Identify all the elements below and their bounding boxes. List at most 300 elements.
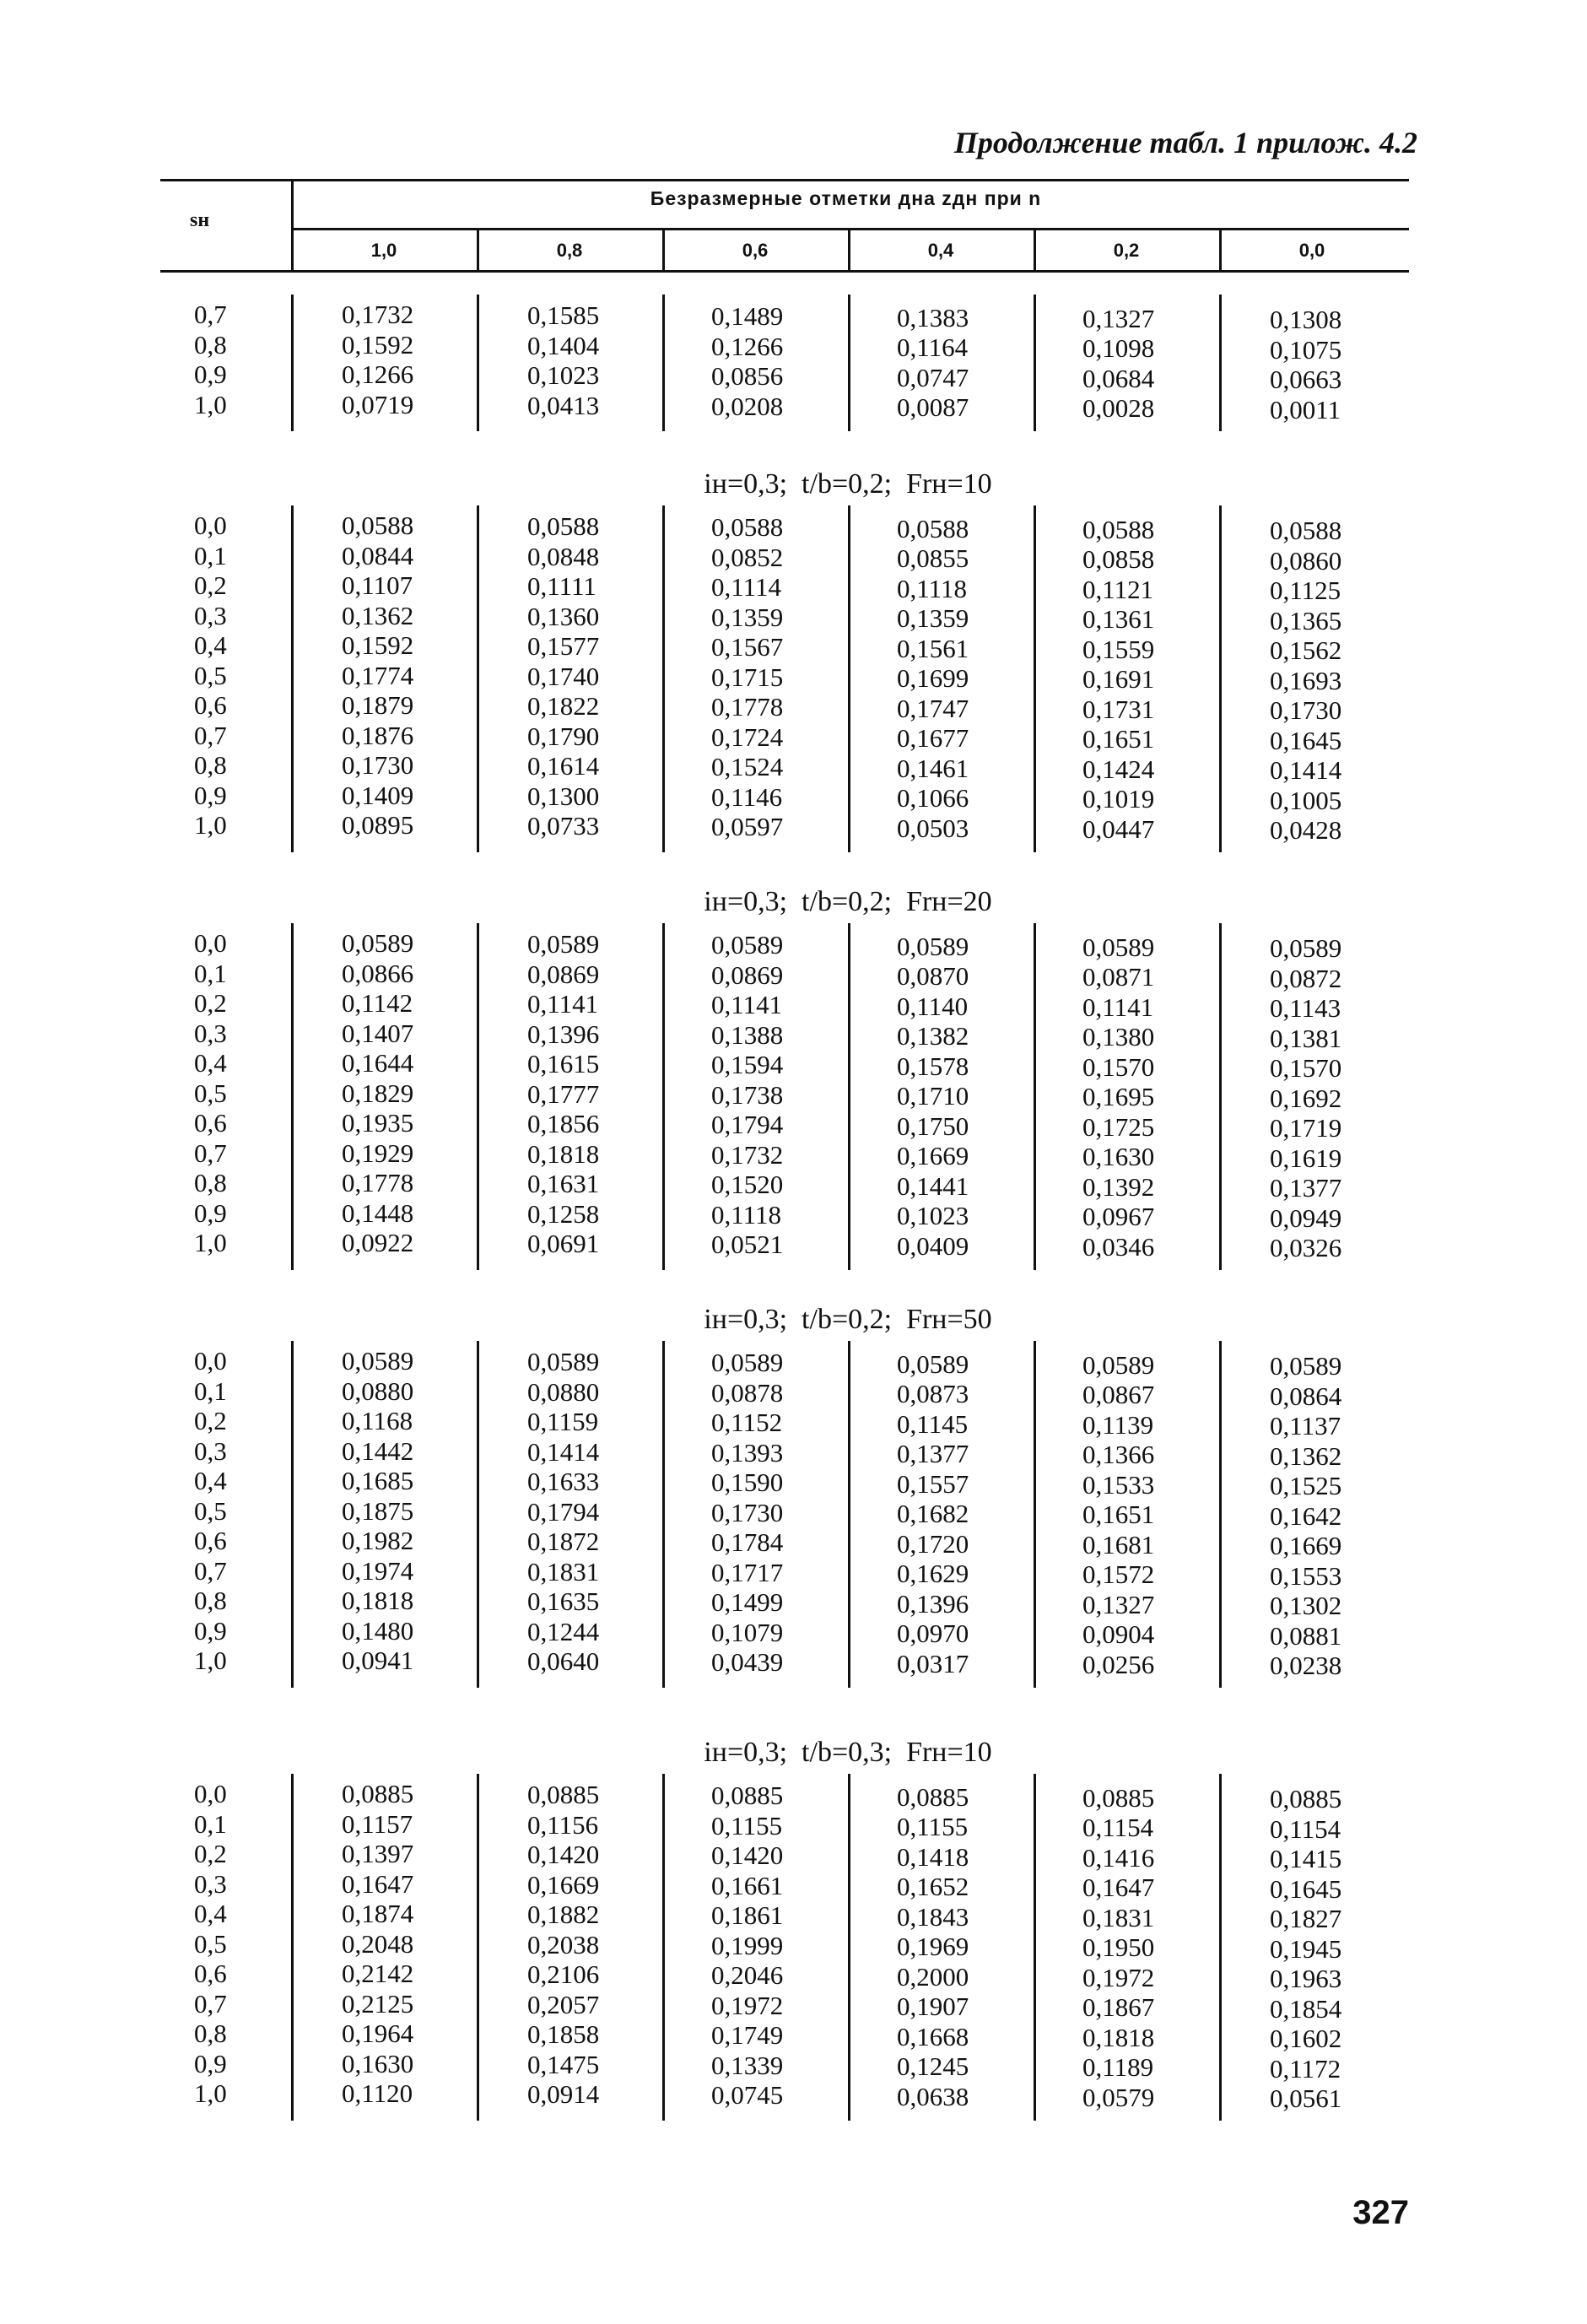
data-cell: 0,0439 <box>711 1647 784 1678</box>
data-cell: 0,1822 <box>527 691 600 722</box>
data-cell: 0,0885 <box>342 1779 414 1808</box>
data-column <box>527 511 704 841</box>
data-cell: 0,1414 <box>527 1436 600 1467</box>
s-value-cell: 0,9 <box>194 1197 227 1228</box>
data-cell: 0,0885 <box>897 1781 969 1812</box>
s-value-cell: 0,1 <box>194 1808 227 1839</box>
s-value-cell: 1,0 <box>194 2078 227 2108</box>
data-cell: 0,1121 <box>1082 574 1154 604</box>
data-column <box>1082 515 1260 845</box>
s-value-cell: 0,7 <box>194 1988 227 2019</box>
data-cell: 0,1154 <box>1270 1813 1341 1844</box>
table-group-header: Безразмерные отметки дна zдн при n <box>650 187 1042 209</box>
data-cell: 0,1692 <box>1270 1083 1342 1113</box>
data-cell: 0,1120 <box>342 2078 413 2108</box>
data-cell: 0,1585 <box>527 300 600 331</box>
data-cell: 0,1359 <box>711 602 784 632</box>
data-column <box>1270 305 1447 424</box>
data-cell: 0,1879 <box>342 690 414 720</box>
data-column <box>342 300 519 419</box>
data-cell: 0,0922 <box>342 1228 414 1257</box>
data-cell: 0,1407 <box>342 1018 414 1048</box>
data-cell: 0,1023 <box>897 1201 969 1231</box>
data-column <box>342 1779 519 2109</box>
data-cell: 0,0855 <box>897 543 969 574</box>
data-cell: 0,1774 <box>342 660 414 690</box>
s-value-cell: 0,4 <box>194 1899 227 1928</box>
data-cell: 0,1141 <box>1082 992 1154 1022</box>
data-column <box>711 1348 888 1678</box>
data-cell: 0,1964 <box>342 2019 414 2048</box>
data-cell: 0,1732 <box>342 300 414 329</box>
data-cell: 0,1818 <box>1082 2022 1155 2052</box>
data-cell: 0,1499 <box>711 1587 784 1618</box>
data-cell: 0,1155 <box>711 1810 783 1840</box>
data-column <box>1270 516 1447 846</box>
data-cell: 0,1982 <box>342 1526 414 1555</box>
data-column <box>897 303 1074 423</box>
data-cell: 0,1388 <box>711 1019 784 1050</box>
data-cell: 0,0589 <box>711 1348 784 1378</box>
data-cell: 0,0745 <box>711 2080 784 2111</box>
data-cell: 0,1396 <box>897 1588 969 1619</box>
data-cell: 0,0588 <box>1270 516 1342 545</box>
data-cell: 0,1380 <box>1082 1022 1155 1052</box>
data-cell: 0,1738 <box>711 1079 784 1110</box>
s-value-cell: 1,0 <box>194 1646 227 1675</box>
data-cell: 0,1730 <box>711 1497 784 1527</box>
data-cell: 0,1647 <box>342 1868 414 1899</box>
data-cell: 0,0691 <box>527 1229 600 1259</box>
s-value-cell: 0,3 <box>194 1868 227 1899</box>
section-parameters-title: iн=0,3; t/b=0,2; Frн=20 <box>704 886 992 917</box>
data-cell: 0,1645 <box>1270 725 1342 755</box>
data-cell: 0,1652 <box>897 1872 969 1902</box>
col-header-n-1-0: 1,0 <box>370 240 397 261</box>
s-value-cell: 0,4 <box>194 1466 227 1495</box>
data-cell: 0,1590 <box>711 1467 784 1498</box>
data-cell: 0,0852 <box>711 542 784 572</box>
data-cell: 0,0579 <box>1082 2082 1155 2112</box>
data-cell: 0,1577 <box>527 631 600 662</box>
data-cell: 0,0588 <box>711 512 784 543</box>
data-cell: 0,1533 <box>1082 1469 1155 1500</box>
data-cell: 0,0885 <box>711 1781 784 1811</box>
data-cell: 0,0869 <box>711 959 784 990</box>
section-parameters-title: iн=0,3; t/b=0,3; Frн=10 <box>704 1737 992 1768</box>
data-cell: 0,1155 <box>897 1812 969 1842</box>
data-cell: 0,0413 <box>527 390 600 420</box>
data-cell: 0,0914 <box>527 2079 600 2110</box>
data-cell: 0,0638 <box>897 2081 969 2111</box>
data-cell: 0,1682 <box>897 1499 969 1529</box>
data-cell: 0,1669 <box>1270 1531 1342 1560</box>
data-cell: 0,1396 <box>527 1019 600 1049</box>
data-cell: 0,1677 <box>897 723 969 754</box>
data-column <box>1270 1351 1447 1681</box>
data-column <box>1082 1350 1260 1680</box>
data-cell: 0,1874 <box>342 1899 414 1928</box>
data-column <box>527 1780 704 2110</box>
data-cell: 0,1308 <box>1270 305 1342 334</box>
table-top-rule <box>160 179 1409 181</box>
data-cell: 0,1861 <box>711 1900 784 1931</box>
s-values-column <box>194 928 245 1258</box>
section-column-rule <box>291 505 294 852</box>
s-value-cell: 0,6 <box>194 690 227 720</box>
data-cell: 0,1302 <box>1270 1591 1342 1620</box>
data-cell: 0,1156 <box>527 1809 599 1840</box>
data-cell: 0,1441 <box>897 1170 969 1201</box>
data-cell: 0,1244 <box>527 1616 600 1646</box>
data-cell: 0,1661 <box>711 1870 784 1900</box>
data-cell: 0,1397 <box>342 1839 414 1868</box>
data-cell: 0,1266 <box>342 359 414 389</box>
data-cell: 0,1669 <box>527 1869 600 1900</box>
data-cell: 0,1633 <box>527 1467 600 1497</box>
col-header-n-0-8: 0,8 <box>556 240 583 261</box>
data-cell: 0,0428 <box>1270 815 1342 845</box>
data-cell: 0,0970 <box>897 1619 969 1649</box>
data-cell: 0,0011 <box>1270 394 1341 424</box>
data-cell: 0,1592 <box>342 630 414 660</box>
data-cell: 0,0881 <box>1270 1620 1342 1651</box>
data-cell: 0,1066 <box>897 783 969 813</box>
data-cell: 0,1854 <box>1270 1993 1342 2024</box>
data-cell: 0,0904 <box>1082 1619 1155 1650</box>
data-column <box>711 512 888 842</box>
data-cell: 0,1685 <box>342 1466 414 1495</box>
data-cell: 0,1168 <box>342 1406 413 1435</box>
s-value-cell: 0,8 <box>194 1586 227 1615</box>
header-bottom-rule <box>160 270 1409 273</box>
section-parameters-title: iн=0,3; t/b=0,2; Frн=50 <box>704 1304 992 1335</box>
data-cell: 0,1442 <box>342 1435 414 1466</box>
data-cell: 0,0447 <box>1082 813 1155 844</box>
table-section <box>0 1304 1587 1689</box>
data-cell: 0,0087 <box>897 392 969 423</box>
data-cell: 0,1266 <box>711 331 784 361</box>
data-cell: 0,1731 <box>1082 694 1155 724</box>
data-cell: 0,1602 <box>1270 2024 1342 2053</box>
data-cell: 0,1592 <box>342 329 414 359</box>
data-cell: 0,1189 <box>1082 2052 1154 2083</box>
data-cell: 0,1098 <box>1082 333 1155 364</box>
data-cell: 0,1827 <box>1270 1904 1342 1933</box>
data-column <box>527 929 704 1259</box>
data-cell: 0,1141 <box>711 990 783 1020</box>
data-cell: 0,1843 <box>897 1901 969 1932</box>
data-cell: 0,1929 <box>342 1138 414 1168</box>
s-value-cell: 1,0 <box>194 810 227 840</box>
data-cell: 0,1146 <box>711 781 783 812</box>
data-cell: 0,0860 <box>1270 545 1342 576</box>
data-cell: 0,1023 <box>527 360 600 391</box>
data-cell: 0,0885 <box>1082 1782 1155 1813</box>
data-cell: 0,0589 <box>1270 1351 1342 1381</box>
data-cell: 0,1619 <box>1270 1143 1342 1173</box>
s-value-cell: 0,8 <box>194 2019 227 2048</box>
data-cell: 0,1681 <box>1082 1529 1155 1559</box>
data-cell: 0,1647 <box>1082 1873 1155 1903</box>
s-value-cell: 0,2 <box>194 1406 227 1435</box>
data-cell: 0,1145 <box>897 1408 969 1439</box>
data-column <box>1082 1783 1260 2113</box>
data-cell: 0,1258 <box>527 1198 600 1229</box>
data-cell: 0,0684 <box>1082 363 1155 393</box>
data-cell: 0,1475 <box>527 2049 600 2079</box>
data-cell: 0,0503 <box>897 813 969 843</box>
data-cell: 0,0871 <box>1082 962 1155 992</box>
data-cell: 0,0589 <box>1082 1349 1155 1380</box>
data-cell: 0,2046 <box>711 1960 784 1991</box>
data-cell: 0,1695 <box>1082 1082 1155 1112</box>
data-cell: 0,2142 <box>342 1959 414 1988</box>
continued-caption: Продолжение табл. 1 прилож. 4.2 <box>953 126 1417 159</box>
data-cell: 0,1594 <box>711 1050 784 1080</box>
s-value-cell: 0,4 <box>194 630 227 660</box>
data-cell: 0,1578 <box>897 1051 969 1081</box>
data-column <box>711 1781 888 2111</box>
data-cell: 0,1366 <box>1082 1440 1155 1470</box>
s-value-cell: 0,1 <box>194 540 227 570</box>
data-cell: 0,1525 <box>1270 1471 1342 1500</box>
s-value-cell: 0,4 <box>194 1048 227 1078</box>
s-value-cell: 0,9 <box>194 780 227 810</box>
data-column <box>1270 1784 1447 2114</box>
data-cell: 0,2000 <box>897 1961 969 1992</box>
s-value-cell: 0,5 <box>194 1928 227 1959</box>
data-cell: 0,1114 <box>711 572 781 603</box>
data-cell: 0,1480 <box>342 1615 414 1646</box>
data-cell: 0,1005 <box>1270 785 1342 815</box>
data-cell: 0,0409 <box>897 1230 969 1261</box>
data-cell: 0,1152 <box>711 1408 783 1438</box>
data-cell: 0,1079 <box>711 1617 784 1647</box>
data-cell: 0,1553 <box>1270 1560 1342 1591</box>
data-cell: 0,1730 <box>1270 695 1342 725</box>
s-value-cell: 0,5 <box>194 1495 227 1526</box>
data-cell: 0,0317 <box>897 1648 969 1678</box>
data-cell: 0,1668 <box>897 2021 969 2051</box>
data-cell: 0,1945 <box>1270 1933 1342 1964</box>
data-cell: 0,1635 <box>527 1586 600 1617</box>
data-cell: 0,0588 <box>527 511 600 542</box>
page-number: 327 <box>1352 2194 1409 2231</box>
data-cell: 0,1882 <box>527 1900 600 1930</box>
data-cell: 0,1725 <box>1082 1111 1155 1142</box>
data-cell: 0,2048 <box>342 1928 414 1959</box>
data-cell: 0,1872 <box>527 1527 600 1557</box>
data-cell: 0,1867 <box>1082 1992 1155 2023</box>
data-cell: 0,0588 <box>342 511 414 540</box>
data-cell: 0,0848 <box>527 541 600 571</box>
data-cell: 0,1784 <box>711 1527 784 1558</box>
data-cell: 0,1339 <box>711 2050 784 2080</box>
data-cell: 0,1327 <box>1082 303 1155 333</box>
data-cell: 0,1717 <box>711 1557 784 1587</box>
s-value-cell: 0,9 <box>194 359 227 389</box>
s-values-column <box>194 1346 245 1676</box>
data-cell: 0,1143 <box>1270 993 1341 1023</box>
data-cell: 0,1172 <box>1270 2053 1341 2083</box>
data-column <box>1082 304 1260 424</box>
data-cell: 0,1392 <box>1082 1171 1155 1202</box>
s-value-cell: 0,9 <box>194 1615 227 1646</box>
data-cell: 0,1570 <box>1270 1053 1342 1083</box>
s-value-cell: 0,0 <box>194 1779 227 1808</box>
s-value-cell: 0,7 <box>194 300 227 329</box>
data-column <box>527 1347 704 1677</box>
s-value-cell: 0,8 <box>194 329 227 359</box>
data-cell: 0,1719 <box>1270 1113 1342 1143</box>
data-cell: 0,1972 <box>1082 1962 1155 1992</box>
section-column-rule <box>291 1774 294 2121</box>
data-cell: 0,1360 <box>527 601 600 631</box>
data-cell: 0,1749 <box>711 2020 784 2051</box>
data-cell: 0,2106 <box>527 1959 600 1990</box>
s-value-cell: 0,7 <box>194 1138 227 1168</box>
data-cell: 0,0719 <box>342 389 414 419</box>
data-cell: 0,0028 <box>1082 393 1155 424</box>
data-cell: 0,1750 <box>897 1111 969 1141</box>
data-cell: 0,1489 <box>711 301 784 332</box>
data-cell: 0,0869 <box>527 959 600 989</box>
data-cell: 0,0967 <box>1082 1202 1155 1232</box>
data-cell: 0,0256 <box>1082 1649 1155 1679</box>
data-cell: 0,1724 <box>711 722 784 752</box>
data-cell: 0,1448 <box>342 1197 414 1228</box>
col-header-n-0-6: 0,6 <box>742 240 769 261</box>
col-header-n-0-0: 0,0 <box>1298 240 1325 261</box>
data-cell: 0,1567 <box>711 632 784 662</box>
data-cell: 0,0733 <box>527 811 600 841</box>
data-cell: 0,0747 <box>897 362 969 392</box>
s-value-cell: 1,0 <box>194 1228 227 1257</box>
data-cell: 0,0873 <box>897 1379 969 1409</box>
data-cell: 0,1669 <box>897 1141 969 1171</box>
s-value-cell: 0,0 <box>194 511 227 540</box>
data-cell: 0,1141 <box>527 989 599 1019</box>
data-cell: 0,0844 <box>342 540 414 570</box>
data-cell: 0,1831 <box>1082 1902 1155 1932</box>
data-cell: 0,1794 <box>527 1496 600 1527</box>
data-cell: 0,1139 <box>1082 1409 1154 1440</box>
data-cell: 0,1699 <box>897 663 969 694</box>
data-cell: 0,1950 <box>1082 1932 1155 1963</box>
data-cell: 0,1572 <box>1082 1559 1155 1590</box>
data-cell: 0,0949 <box>1270 1203 1342 1233</box>
s-value-cell: 0,8 <box>194 750 227 780</box>
s-value-cell: 0,3 <box>194 1435 227 1466</box>
section-column-rule <box>291 923 294 1270</box>
data-cell: 0,1393 <box>711 1437 784 1467</box>
data-cell: 0,1245 <box>897 2051 969 2082</box>
data-cell: 0,1629 <box>897 1559 969 1589</box>
data-cell: 0,0589 <box>527 1347 600 1377</box>
data-column <box>897 932 1074 1262</box>
data-cell: 0,1732 <box>711 1139 784 1170</box>
data-cell: 0,1963 <box>1270 1964 1342 1993</box>
data-cell: 0,1381 <box>1270 1023 1342 1053</box>
data-cell: 0,1300 <box>527 781 600 811</box>
data-cell: 0,1377 <box>1270 1173 1342 1203</box>
data-cell: 0,1561 <box>897 633 969 663</box>
data-cell: 0,1559 <box>1082 634 1155 664</box>
data-cell: 0,0878 <box>711 1377 784 1408</box>
data-column <box>711 930 888 1260</box>
data-cell: 0,1420 <box>711 1840 784 1871</box>
data-cell: 0,1614 <box>527 751 600 781</box>
data-cell: 0,1778 <box>711 692 784 722</box>
table-section <box>0 886 1587 1271</box>
col-header-n-0-2: 0,2 <box>1113 240 1140 261</box>
data-cell: 0,1818 <box>342 1586 414 1615</box>
s-value-cell: 0,0 <box>194 928 227 958</box>
data-cell: 0,0589 <box>1082 932 1155 962</box>
s-column-header: sн <box>190 209 210 231</box>
data-cell: 0,1557 <box>897 1468 969 1499</box>
data-cell: 0,1140 <box>897 991 969 1021</box>
data-cell: 0,1644 <box>342 1048 414 1078</box>
data-cell: 0,0589 <box>1270 933 1342 963</box>
data-cell: 0,1691 <box>1082 664 1155 694</box>
data-cell: 0,1420 <box>527 1840 600 1870</box>
table-section <box>0 468 1587 853</box>
s-value-cell: 0,5 <box>194 1078 227 1108</box>
data-cell: 0,1974 <box>342 1555 414 1586</box>
data-column <box>897 514 1074 844</box>
data-cell: 0,1383 <box>897 302 969 332</box>
data-cell: 0,1377 <box>897 1439 969 1469</box>
section-column-rule <box>291 295 294 431</box>
s-values-column <box>194 511 245 840</box>
data-cell: 0,1630 <box>1082 1142 1155 1172</box>
data-cell: 0,0941 <box>342 1646 414 1675</box>
s-value-cell: 0,3 <box>194 1018 227 1048</box>
data-cell: 0,1642 <box>1270 1500 1342 1531</box>
data-cell: 0,1137 <box>1270 1411 1341 1440</box>
s-value-cell: 0,1 <box>194 1375 227 1406</box>
data-cell: 0,0885 <box>1270 1784 1342 1813</box>
s-values-column <box>194 300 245 419</box>
data-column <box>527 300 704 420</box>
data-cell: 0,1907 <box>897 1992 969 2022</box>
data-cell: 0,0895 <box>342 810 414 840</box>
s-value-cell: 0,7 <box>194 1555 227 1586</box>
col-header-n-0-4: 0,4 <box>927 240 954 261</box>
data-cell: 0,0872 <box>1270 963 1342 993</box>
data-cell: 0,1118 <box>897 573 967 603</box>
data-cell: 0,0856 <box>711 361 784 392</box>
data-cell: 0,1019 <box>1082 784 1155 814</box>
data-cell: 0,1362 <box>342 600 414 630</box>
data-column <box>711 301 888 421</box>
data-cell: 0,1794 <box>711 1110 784 1140</box>
data-cell: 0,1157 <box>342 1808 413 1839</box>
s-value-cell: 0,2 <box>194 570 227 600</box>
data-cell: 0,0597 <box>711 812 784 842</box>
data-cell: 0,2125 <box>342 1988 414 2019</box>
data-cell: 0,1790 <box>527 721 600 751</box>
s-value-cell: 0,8 <box>194 1168 227 1197</box>
s-value-cell: 0,1 <box>194 958 227 988</box>
data-cell: 0,1361 <box>1082 604 1155 635</box>
data-cell: 0,1159 <box>527 1407 599 1437</box>
data-cell: 0,0880 <box>342 1375 414 1406</box>
s-value-cell: 0,5 <box>194 660 227 690</box>
data-cell: 0,1730 <box>342 750 414 780</box>
